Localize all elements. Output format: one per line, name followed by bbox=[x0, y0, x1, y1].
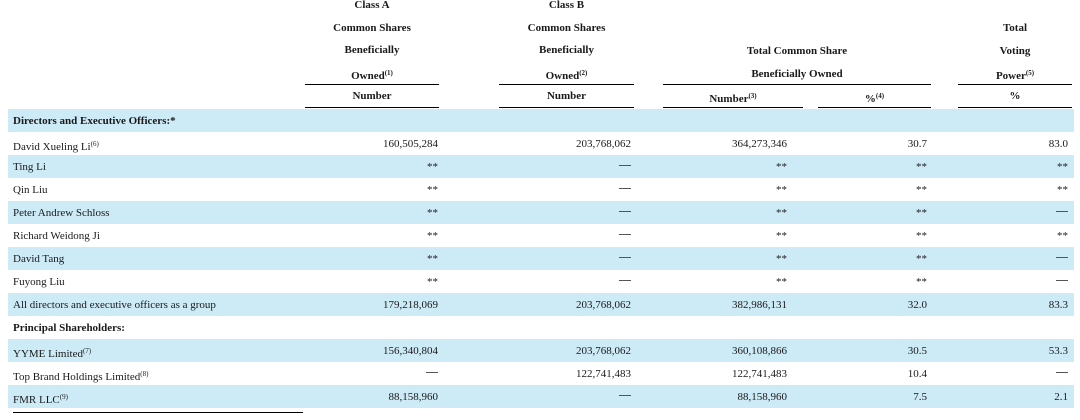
total-shares: 364,273,346 bbox=[732, 138, 787, 150]
class-a-shares bbox=[308, 362, 438, 385]
table-row bbox=[8, 385, 1074, 408]
row-name: Fuyong Liu bbox=[13, 276, 65, 288]
total-percent: ** bbox=[916, 276, 927, 288]
row-name: FMR LLC$^{(9)}$ bbox=[13, 393, 68, 406]
total-shares: 88,158,960 bbox=[737, 391, 787, 403]
table-row bbox=[8, 293, 1074, 316]
row-name: Ting Li bbox=[13, 161, 46, 173]
voting-power: 2.1 bbox=[1054, 391, 1068, 403]
voting-power bbox=[958, 270, 1068, 293]
section-header-row bbox=[8, 109, 1074, 132]
voting-power: 83.0 bbox=[1048, 138, 1068, 150]
table-row bbox=[8, 132, 1074, 155]
section-header-row bbox=[8, 316, 1074, 339]
voting-power bbox=[958, 362, 1068, 385]
class-b-shares bbox=[502, 224, 631, 247]
class-b-shares bbox=[502, 247, 631, 270]
row-name: YYME Limited$^{(7)}$ bbox=[13, 347, 92, 360]
voting-power bbox=[958, 201, 1068, 224]
total-shares: ** bbox=[776, 253, 787, 265]
class-b-shares: 203,768,062 bbox=[576, 345, 631, 357]
header-voting-pct: % bbox=[1009, 90, 1021, 102]
table-row bbox=[8, 155, 1074, 178]
dash-mark bbox=[1056, 211, 1068, 212]
total-percent: ** bbox=[916, 184, 927, 196]
class-a-shares: 160,505,284 bbox=[383, 138, 438, 150]
table-row bbox=[8, 201, 1074, 224]
class-a-shares: 156,340,804 bbox=[383, 345, 438, 357]
total-shares: ** bbox=[776, 276, 787, 288]
total-shares: 360,108,866 bbox=[732, 345, 787, 357]
class-a-shares: ** bbox=[427, 230, 438, 242]
header-total-number: Number$^{(3)}$ bbox=[709, 92, 757, 105]
total-percent: ** bbox=[916, 161, 927, 173]
class-a-shares: ** bbox=[427, 276, 438, 288]
class-b-shares bbox=[502, 178, 631, 201]
total-shares: 382,986,131 bbox=[732, 299, 787, 311]
total-percent: 7.5 bbox=[913, 391, 927, 403]
total-percent: ** bbox=[916, 207, 927, 219]
total-percent: 32.0 bbox=[907, 299, 927, 311]
dash-mark bbox=[1056, 372, 1068, 373]
dash-mark bbox=[619, 188, 631, 189]
class-a-shares: ** bbox=[427, 184, 438, 196]
dash-mark bbox=[619, 257, 631, 258]
voting-power bbox=[958, 247, 1068, 270]
table-row bbox=[8, 362, 1074, 385]
dash-mark bbox=[619, 211, 631, 212]
dash-mark bbox=[619, 395, 631, 396]
total-shares: ** bbox=[776, 184, 787, 196]
row-name: All directors and executive officers as a group bbox=[13, 299, 216, 311]
row-name: Principal Shareholders: bbox=[13, 322, 125, 334]
voting-power: ** bbox=[1057, 161, 1068, 173]
total-shares: 122,741,483 bbox=[732, 368, 787, 380]
class-b-shares bbox=[502, 270, 631, 293]
table-row bbox=[8, 247, 1074, 270]
voting-power: 83.3 bbox=[1048, 299, 1068, 311]
class-a-shares: ** bbox=[427, 253, 438, 265]
dash-mark bbox=[619, 280, 631, 281]
row-name: Peter Andrew Schloss bbox=[13, 207, 110, 219]
voting-power: ** bbox=[1057, 184, 1068, 196]
class-b-shares bbox=[502, 155, 631, 178]
header-class-b: Class B Common Shares Beneficially Owned$^{(2)}$ bbox=[527, 0, 606, 82]
total-percent: ** bbox=[916, 230, 927, 242]
voting-power: 53.3 bbox=[1048, 345, 1068, 357]
dash-mark bbox=[619, 234, 631, 235]
header-class-a-number: Number bbox=[352, 90, 392, 102]
class-b-shares: 203,768,062 bbox=[576, 138, 631, 150]
table-row bbox=[8, 224, 1074, 247]
total-percent: 30.7 bbox=[907, 138, 927, 150]
total-percent: 10.4 bbox=[907, 368, 927, 380]
row-name: David Xueling Li$^{(6)}$ bbox=[13, 140, 99, 153]
row-name: Qin Liu bbox=[13, 184, 48, 196]
table-row bbox=[8, 178, 1074, 201]
footnote-divider bbox=[13, 412, 303, 413]
row-name: David Tang bbox=[13, 253, 65, 265]
total-shares: ** bbox=[776, 207, 787, 219]
header-class-b-number: Number bbox=[546, 90, 587, 102]
table-row bbox=[8, 339, 1074, 362]
total-shares: ** bbox=[776, 161, 787, 173]
total-percent: ** bbox=[916, 253, 927, 265]
header-voting: Total Voting Power$^{(5)}$ bbox=[995, 22, 1035, 82]
dash-mark bbox=[619, 165, 631, 166]
dash-mark bbox=[426, 372, 438, 373]
total-percent: 30.5 bbox=[907, 345, 927, 357]
dash-mark bbox=[1056, 257, 1068, 258]
voting-power: ** bbox=[1057, 230, 1068, 242]
row-name: Richard Weidong Ji bbox=[13, 230, 100, 242]
class-b-shares bbox=[502, 385, 631, 408]
total-shares: ** bbox=[776, 230, 787, 242]
class-a-shares: 88,158,960 bbox=[388, 391, 438, 403]
class-b-shares: 203,768,062 bbox=[576, 299, 631, 311]
class-b-shares bbox=[502, 201, 631, 224]
row-name: Top Brand Holdings Limited$^{(8)}$ bbox=[13, 370, 149, 383]
class-a-shares: 179,218,069 bbox=[383, 299, 438, 311]
header-class-a: Class A Common Shares Beneficially Owned$^{(1)}$ bbox=[333, 0, 411, 82]
class-a-shares: ** bbox=[427, 161, 438, 173]
header-total-pct: %$^{(4)}$ bbox=[864, 92, 885, 105]
header-total: Total Common Share Beneficially Owned bbox=[746, 45, 848, 80]
class-a-shares: ** bbox=[427, 207, 438, 219]
class-b-shares: 122,741,483 bbox=[576, 368, 631, 380]
dash-mark bbox=[1056, 280, 1068, 281]
row-name: Directors and Executive Officers:* bbox=[13, 115, 176, 127]
table-row bbox=[8, 270, 1074, 293]
